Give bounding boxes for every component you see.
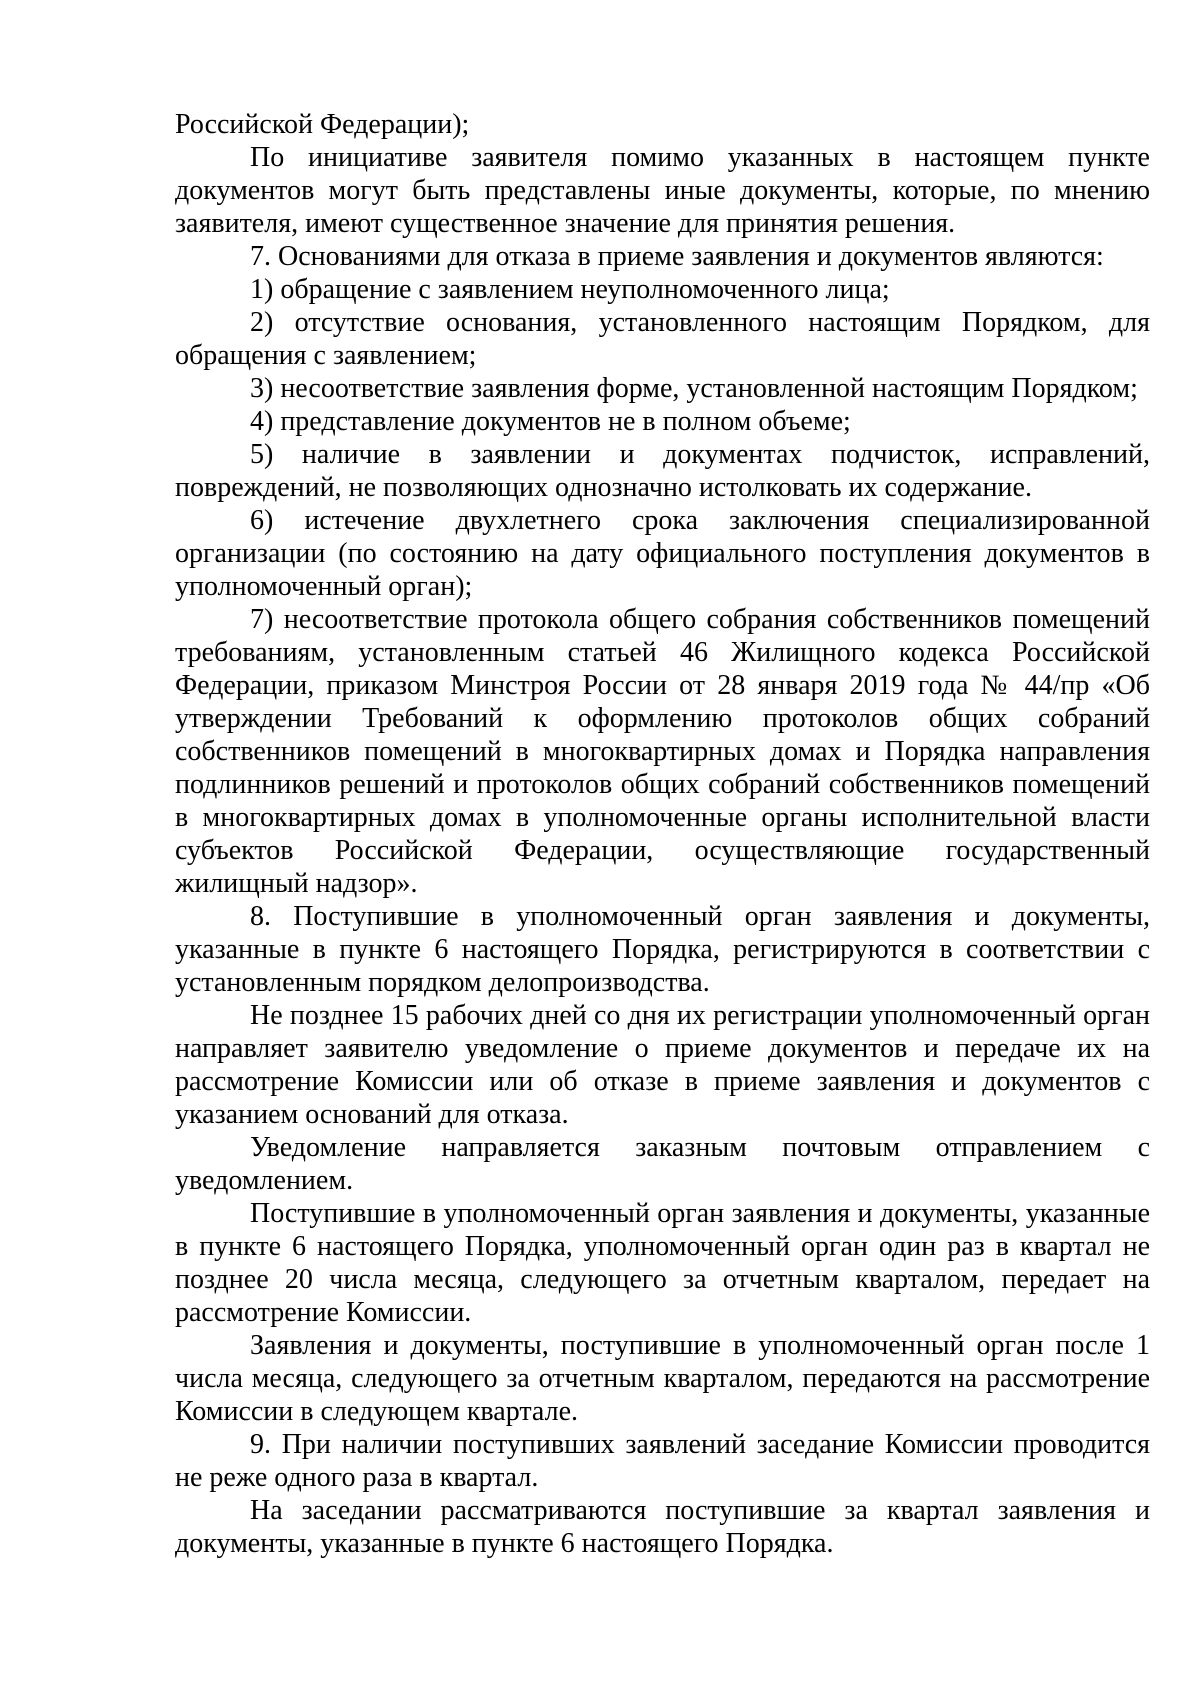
paragraph-notification-method: Уведомление направляется заказным почтовым отправлением с уведомлением. — [175, 1132, 1150, 1196]
list-item-7-1: 1) обращение с заявлением неуполномоченного лица; — [250, 274, 890, 305]
paragraph-additional-documents: По инициативе заявителя помимо указанных в настоящем пункте документов могут быть представлены иные документы, которые, по мнению заявителя, имеют существенное значение для принятия решения. — [175, 142, 1150, 239]
list-item-7-3: 3) несоответствие заявления форме, установленной настоящим Порядком; — [250, 373, 1138, 404]
paragraph-item-8: 8. Поступившие в уполномоченный орган заявления и документы, указанные в пункте 6 настоящего Порядка, регистрируются в соответствии с установленным порядком делопроизводства. — [175, 901, 1150, 998]
list-item-7-5: 5) наличие в заявлении и документах подчисток, исправлений, повреждений, не позволяющих однозначно истолковать их содержание. — [175, 439, 1150, 503]
list-item-7-4: 4) представление документов не в полном объеме; — [250, 406, 851, 437]
paragraph-notification-deadline: Не позднее 15 рабочих дней со дня их регистрации уполномоченный орган направляет заявителю уведомление о приеме документов и передаче их на рассмотрение Комиссии или об отказе в приеме заявления и документов с указанием оснований для отказа. — [175, 1000, 1150, 1130]
paragraph-continuation: Российской Федерации); — [175, 109, 470, 140]
paragraph-quarterly-transfer: Поступившие в уполномоченный орган заявления и документы, указанные в пункте 6 настоящего Порядка, уполномоченный орган один раз в квартал не позднее 20 числа месяца, следующего за отчетным кварталом, передает на рассмотрение Комиссии. — [175, 1198, 1150, 1328]
list-item-7-2: 2) отсутствие основания, установленного настоящим Порядком, для обращения с заявлением; — [175, 307, 1150, 371]
paragraph-meeting-review: На заседании рассматриваются поступившие за квартал заявления и документы, указанные в пункте 6 настоящего Порядка. — [175, 1495, 1150, 1559]
paragraph-late-applications: Заявления и документы, поступившие в уполномоченный орган после 1 числа месяца, следующего за отчетным кварталом, передаются на рассмотрение Комиссии в следующем квартале. — [175, 1330, 1150, 1427]
list-item-7-6: 6) истечение двухлетнего срока заключения специализированной организации (по состоянию на дату официального поступления документов в уполномоченный орган); — [175, 505, 1150, 602]
list-item-7-7: 7) несоответствие протокола общего собрания собственников помещений требованиям, установленным статьей 46 Жилищного кодекса Российской Федерации, приказом Минстроя России от 28 января 2019 года № 44/пр «Об утверждении Требований к оформлению протоколов общих собраний собственников помещений в многоквартирных домах и Порядка направления подлинников решений и протоколов общих собраний собственников помещений в многоквартирных домах в уполномоченные органы исполнительной власти субъектов Российской Федерации, осуществляющие государственный жилищный надзор». — [175, 604, 1150, 899]
paragraph-item-9: 9. При наличии поступивших заявлений заседание Комиссии проводится не реже одного раза в квартал. — [175, 1429, 1150, 1493]
paragraph-item-7-heading: 7. Основаниями для отказа в приеме заявления и документов являются: — [250, 241, 1104, 272]
document-page — [175, 108, 1150, 1560]
